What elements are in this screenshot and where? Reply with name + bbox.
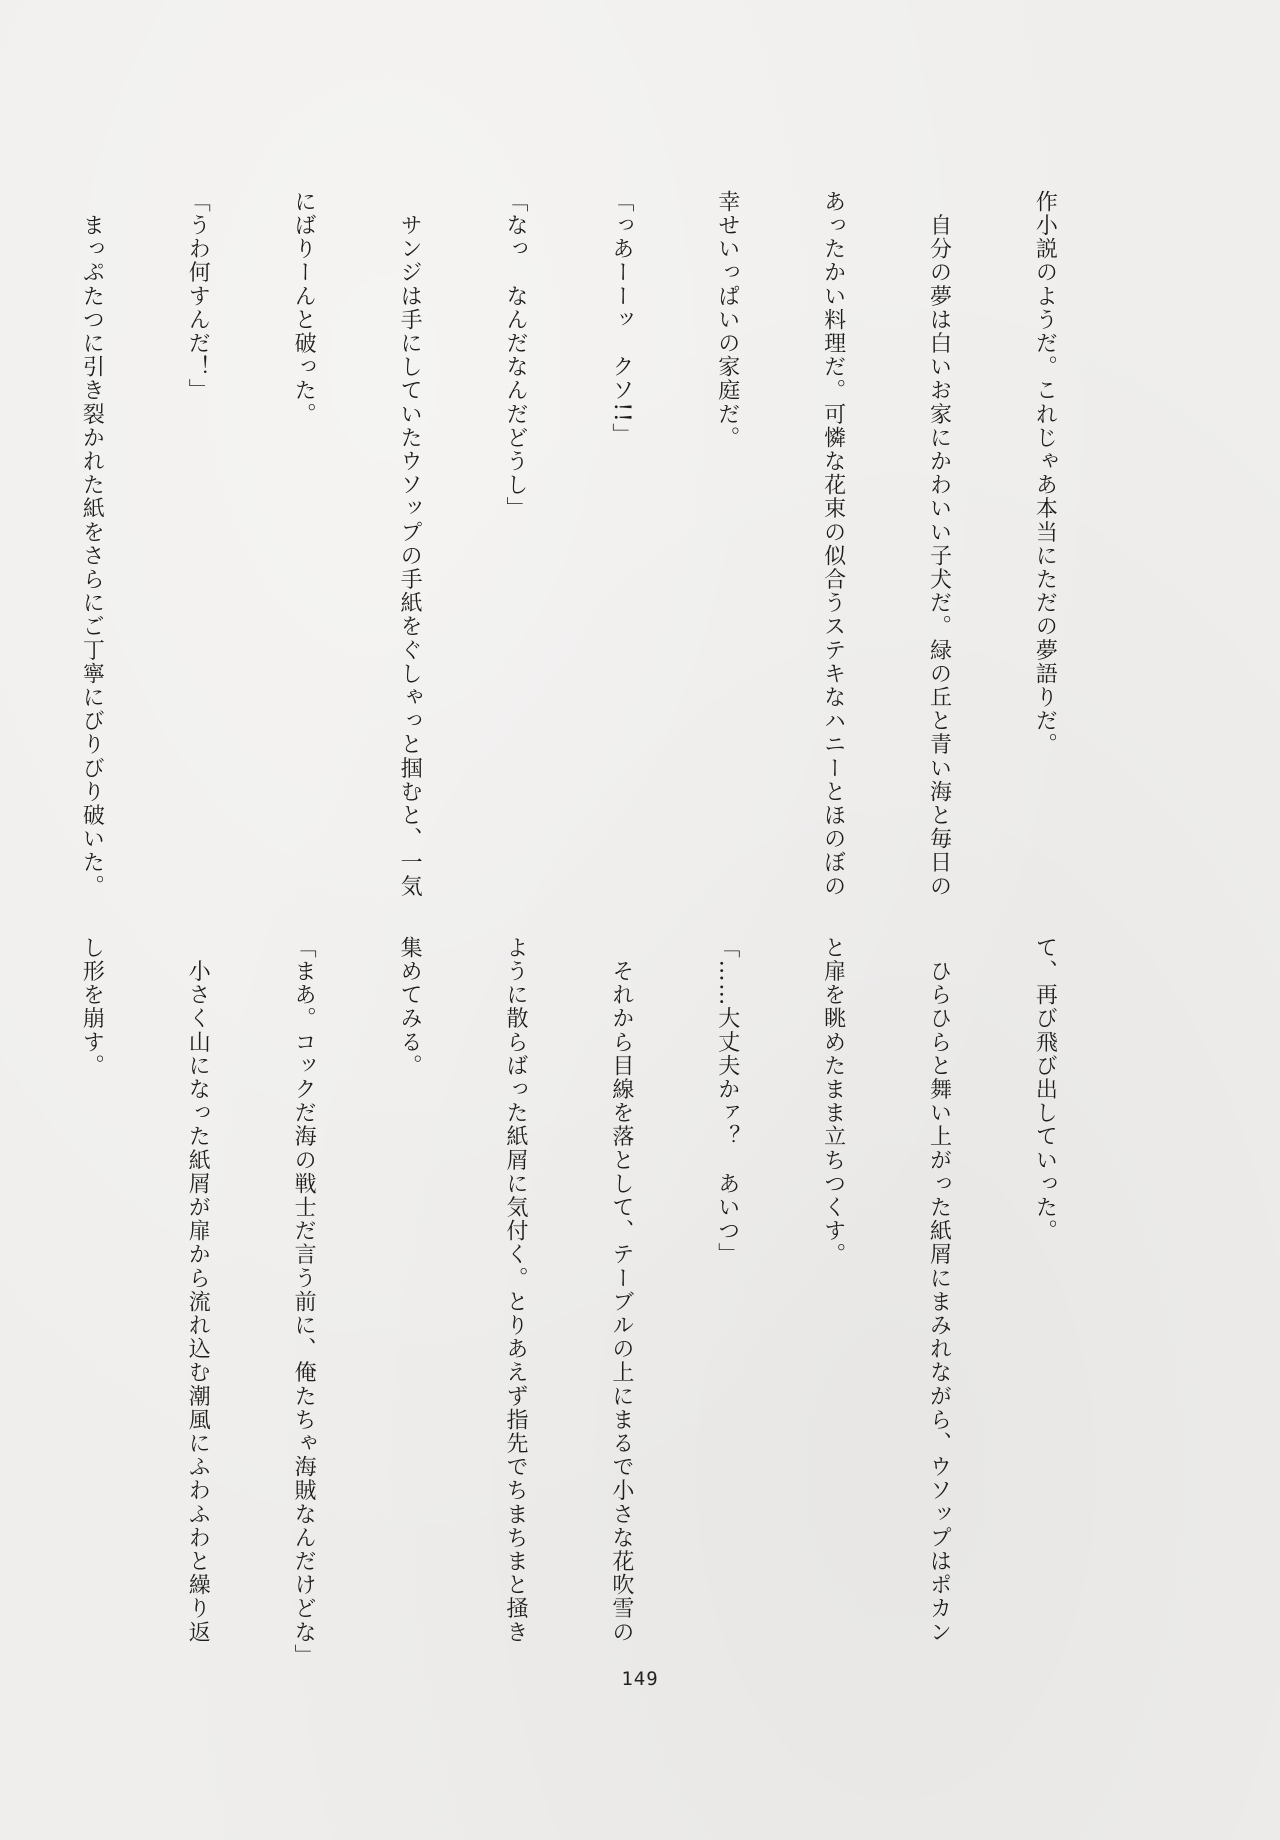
text-line: 「っあーーッ クソ!!」: [608, 190, 634, 447]
text-line: 小さく山になった紙屑が扉から流れ込む潮風にふわふわと繰り返: [185, 936, 211, 1644]
text-line: あったかい料理だ。可憐な花束の似合うステキなハニーとほのぼの: [820, 190, 846, 898]
text-line: 幸せいっぱいの家庭だ。: [714, 190, 740, 450]
text-line: [0, 190, 4, 898]
text-line: にばりーんと破った。: [291, 190, 317, 426]
text-line: し形を崩す。: [79, 936, 105, 1078]
text-line: ように散らばった紙屑に気付く。とりあえず指先でちまちまと掻き: [502, 936, 528, 1644]
text-line: 「うわ何すんだ！」: [185, 190, 211, 403]
text-line: 作小説のようだ。これじゃあ本当にただの夢語りだ。: [1032, 190, 1058, 757]
text-line: 「まあ。コックだ海の戦士だ言う前に、俺たちゃ海賊なんだけどな」: [291, 936, 317, 1668]
text-line: 「なっ なんだなんだどうし」: [502, 190, 528, 521]
text-line: と扉を眺めたまま立ちつくす。: [820, 936, 846, 1267]
text-line: それから目線を落として、テーブルの上にまるで小さな花吹雪の: [608, 936, 634, 1644]
text-line: [0, 936, 4, 1646]
text-line: 集めてみる。: [397, 936, 423, 1078]
text-block-bottom: [79, 936, 1133, 1668]
text-line: ひらひらと舞い上がった紙屑にまみれながら、ウソップはポカン: [926, 936, 952, 1644]
text-line: まっぷたつに引き裂かれた紙をさらにご丁寧にびりびり破いた。: [79, 190, 105, 898]
page-number: 149: [621, 1668, 659, 1690]
text-line: 自分の夢は白いお家にかわいい子犬だ。緑の丘と青い海と毎日の: [926, 190, 952, 898]
text-line: 「……大丈夫かァ？ あいつ」: [714, 936, 740, 1267]
text-line: サンジは手にしていたウソップの手紙をぐしゃっと掴むと、一気: [397, 190, 423, 898]
text-line: て、再び飛び出していった。: [1032, 936, 1058, 1243]
text-block-top: [79, 190, 1133, 898]
